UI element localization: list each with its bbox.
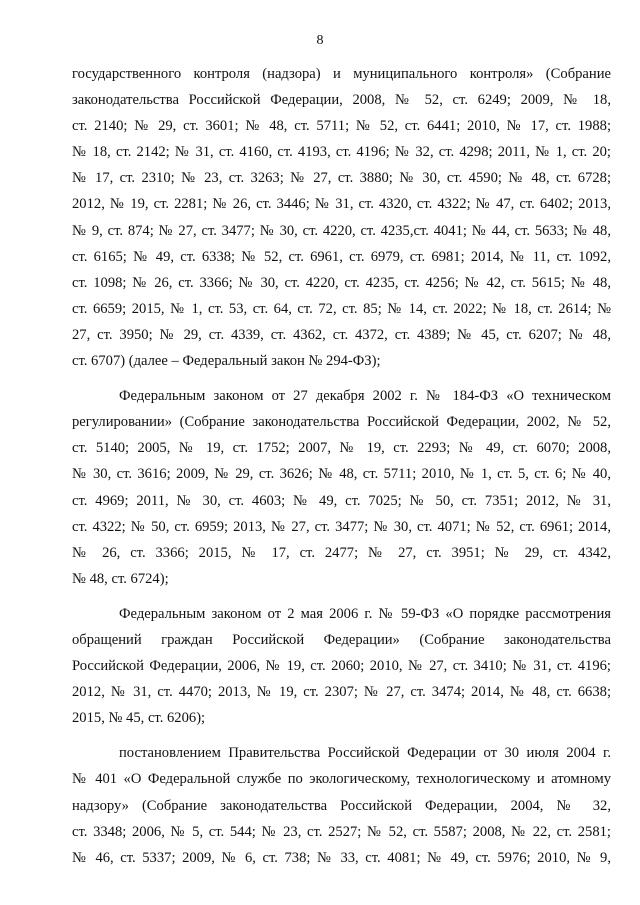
text-line: Федеральным законом от 2 мая 2006 г. № 59-ФЗ «О порядке рассмотрения [119,605,611,622]
text-line: ст. 6707) (далее – Федеральный закон № 294-ФЗ); [72,353,381,370]
text-line: ст. 6165; № 49, ст. 6338; № 52, ст. 6961, ст. 6979, ст. 6981; 2014, № 11, ст. 1092, [72,248,611,265]
text-line: обращений граждан Российской Федерации» (Собрание законодательства [72,631,611,648]
text-line: ст. 2140; № 29, ст. 3601; № 48, ст. 5711; № 52, ст. 6441; 2010, № 17, ст. 1988; [72,118,611,135]
paragraph-2 [72,383,611,592]
text-line: ст. 3348; 2006, № 5, ст. 544; № 23, ст. 2527; № 52, ст. 5587; 2008, № 22, ст. 2581; [72,823,611,840]
text-line: № 48, ст. 6724); [72,570,169,587]
text-line: ст. 6659; 2015, № 1, ст. 53, ст. 64, ст. 72, ст. 85; № 14, ст. 2022; № 18, ст. 2614; № [72,300,611,317]
text-line: ст. 5140; 2005, № 19, ст. 1752; 2007, № 19, ст. 2293; № 49, ст. 6070; 2008, [72,440,611,457]
text-line: № 17, ст. 2310; № 23, ст. 3263; № 27, ст. 3880; № 30, ст. 4590; № 48, ст. 6728; [72,170,611,187]
text-line: 2012, № 31, ст. 4470; 2013, № 19, ст. 2307; № 27, ст. 3474; 2014, № 48, ст. 6638; [72,684,611,701]
text-line: постановлением Правительства Российской Федерации от 30 июля 2004 г. [119,745,611,762]
text-line: Федеральным законом от 27 декабря 2002 г. № 184-ФЗ «О техническом [119,388,611,405]
text-line: № 18, ст. 2142; № 31, ст. 4160, ст. 4193, ст. 4196; № 32, ст. 4298; 2011, № 1, ст. 20; [72,144,611,161]
text-line: ст. 1098; № 26, ст. 3366; № 30, ст. 4220, ст. 4235, ст. 4256; № 42, ст. 5615; № 48, [72,274,611,291]
text-line: регулировании» (Собрание законодательства Российской Федерации, 2002, № 52, [72,414,611,431]
text-line: 27, ст. 3950; № 29, ст. 4339, ст. 4362, ст. 4372, ст. 4389; № 45, ст. 6207; № 48, [72,326,611,343]
text-line: № 30, ст. 3616; 2009, № 29, ст. 3626; № 48, ст. 5711; 2010, № 1, ст. 5, ст. 6; № 40, [72,466,611,483]
text-line: 2015, № 45, ст. 6206); [72,710,206,727]
paragraph-gap [72,731,611,740]
text-line: № 26, ст. 3366; 2015, № 17, ст. 2477; № 27, ст. 3951; № 29, ст. 4342, [72,544,611,561]
text-line: ст. 4969; 2011, № 30, ст. 4603; № 49, ст. 7025; № 50, ст. 7351; 2012, № 31, [72,492,611,509]
text-line: Российской Федерации, 2006, № 19, ст. 2060; 2010, № 27, ст. 3410; № 31, ст. 4196; [72,658,611,675]
text-line: № 9, ст. 874; № 27, ст. 3477; № 30, ст. 4220, ст. 4235,ст. 4041; № 44, ст. 5633; № 48, [72,222,611,239]
page-number: 8 [316,33,324,48]
text-line: № 46, ст. 5337; 2009, № 6, ст. 738; № 33, ст. 4081; № 49, ст. 5976; 2010, № 9, [72,849,611,866]
document-body [72,61,611,871]
text-line: надзору» (Собрание законодательства Российской Федерации, 2004, № 32, [72,797,611,814]
paragraph-gap [72,374,611,383]
paragraph-gap [72,592,611,601]
text-line: ст. 4322; № 50, ст. 6959; 2013, № 27, ст. 3477; № 30, ст. 4071; № 52, ст. 6961; 2014, [72,518,611,535]
text-line: законодательства Российской Федерации, 2008, № 52, ст. 6249; 2009, № 18, [72,92,611,109]
paragraph-4 [72,740,611,870]
text-line: государственного контроля (надзора) и муниципального контроля» (Собрание [72,66,611,82]
text-line: № 401 «О Федеральной службе по экологическому, технологическому и атомному [72,771,611,788]
text-line: 2012, № 19, ст. 2281; № 26, ст. 3446; № 31, ст. 4320, ст. 4322; № 47, ст. 6402; 2013, [72,196,611,213]
paragraph-3 [72,601,611,731]
paragraph-1 [72,61,611,374]
